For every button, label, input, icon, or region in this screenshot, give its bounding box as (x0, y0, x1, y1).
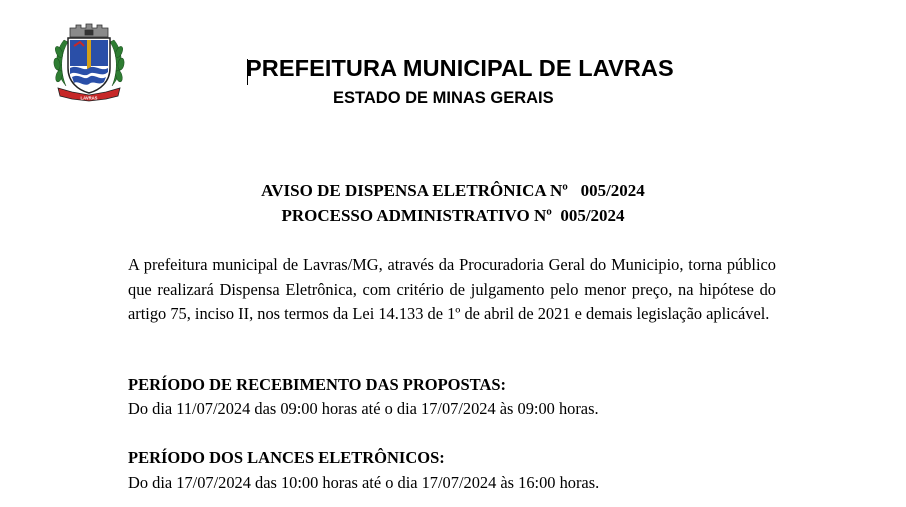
section-heading-proposals: PERÍODO DE RECEBIMENTO DAS PROPOSTAS: (128, 375, 507, 394)
section-text-proposals: Do dia 11/07/2024 das 09:00 horas até o dia 17/07/2024 às 09:00 horas. (128, 399, 599, 418)
page-title: PREFEITURA MUNICIPAL DE LAVRAS (246, 55, 674, 81)
notice-title: AVISO DE DISPENSA ELETRÔNICA Nº 005/2024 (261, 181, 645, 200)
section-text-bids: Do dia 17/07/2024 das 10:00 horas até o dia 17/07/2024 às 16:00 horas. (128, 473, 600, 492)
mural-crown-icon (70, 24, 108, 37)
crest-ribbon-text: LAVRAS (80, 95, 98, 101)
section-heading-bids: PERÍODO DOS LANCES ELETRÔNICOS: (128, 448, 445, 467)
body-paragraph: A prefeitura municipal de Lavras/MG, através da Procuradoria Geral do Municipio, torna público que realizará Dispensa Eletrônica, com critério de julgamento pelo menor preço, na hipótese do artigo 75, inciso II, nos termos da Lei 14.133 de 1º de abril de 2021 e demais legislação aplicável. (128, 255, 776, 323)
coat-of-arms-logo (50, 22, 128, 102)
page-subtitle: ESTADO DE MINAS GERAIS (333, 89, 554, 107)
shield-icon (68, 38, 110, 93)
process-title: PROCESSO ADMINISTRATIVO Nº 005/2024 (281, 206, 625, 225)
